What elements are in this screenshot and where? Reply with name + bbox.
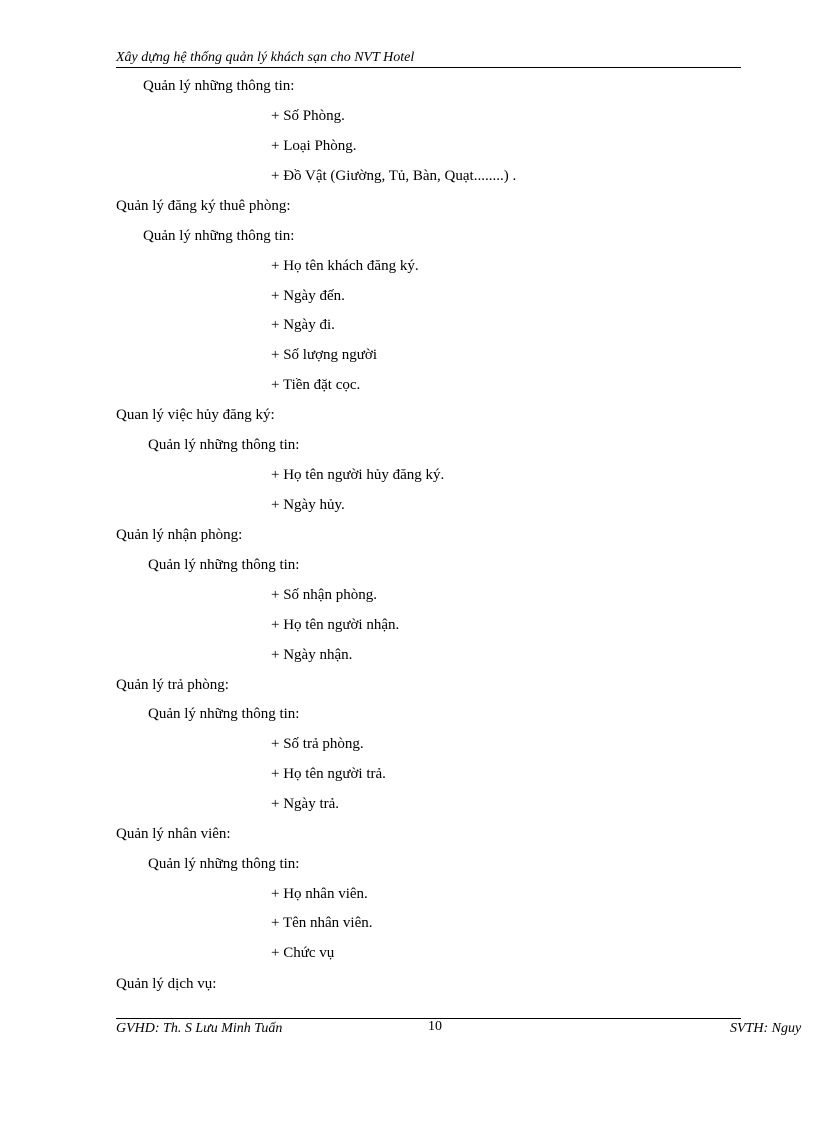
page-number: 10 [428,1019,442,1034]
info-heading: Quản lý những thông tin: [148,706,300,722]
info-heading: Quản lý những thông tin: [148,437,300,453]
section-heading: Quản lý trả phòng: [116,677,229,693]
list-item: + Họ tên người hủy đăng ký. [271,467,445,483]
list-item: + Ngày hủy. [271,497,345,513]
list-item: + Ngày nhận. [271,647,353,663]
list-item: + Loại Phòng. [271,138,357,154]
section-heading: Quản lý dịch vụ: [116,976,217,992]
info-heading: Quản lý những thông tin: [148,856,300,872]
info-heading: Quản lý những thông tin: [143,78,295,94]
list-item: + Số Phòng. [271,108,345,124]
page-header-title: Xây dựng hệ thống quản lý khách sạn cho NVT Hotel [116,50,415,65]
list-item: + Họ tên khách đăng ký. [271,258,419,274]
footer-student: SVTH: Nguy [730,1021,802,1036]
section-heading: Quản lý nhân viên: [116,826,231,842]
list-item: + Tên nhân viên. [271,915,373,931]
section-heading: Quản lý nhận phòng: [116,527,243,543]
list-item: + Ngày trả. [271,796,340,812]
list-item: + Ngày đến. [271,288,345,304]
section-heading: Quản lý đăng ký thuê phòng: [116,198,291,214]
list-item: + Ngày đi. [271,317,335,333]
section-heading: Quan lý việc hủy đăng ký: [116,407,275,423]
header-divider [116,67,741,68]
list-item: + Số nhận phòng. [271,587,377,603]
list-item: + Số trả phòng. [271,736,364,752]
list-item: + Số lượng người [271,347,378,363]
list-item: + Chức vụ [271,945,335,961]
info-heading: Quản lý những thông tin: [143,228,295,244]
footer-advisor: GVHD: Th. S Lưu Minh Tuấn [116,1021,283,1036]
list-item: + Đồ Vật (Giường, Tủ, Bàn, Quạt........) . [271,168,517,184]
list-item: + Họ tên người nhận. [271,617,400,633]
info-heading: Quản lý những thông tin: [148,557,300,573]
list-item: + Tiền đặt cọc. [271,377,361,393]
list-item: + Họ tên người trả. [271,766,386,782]
list-item: + Họ nhân viên. [271,886,368,902]
